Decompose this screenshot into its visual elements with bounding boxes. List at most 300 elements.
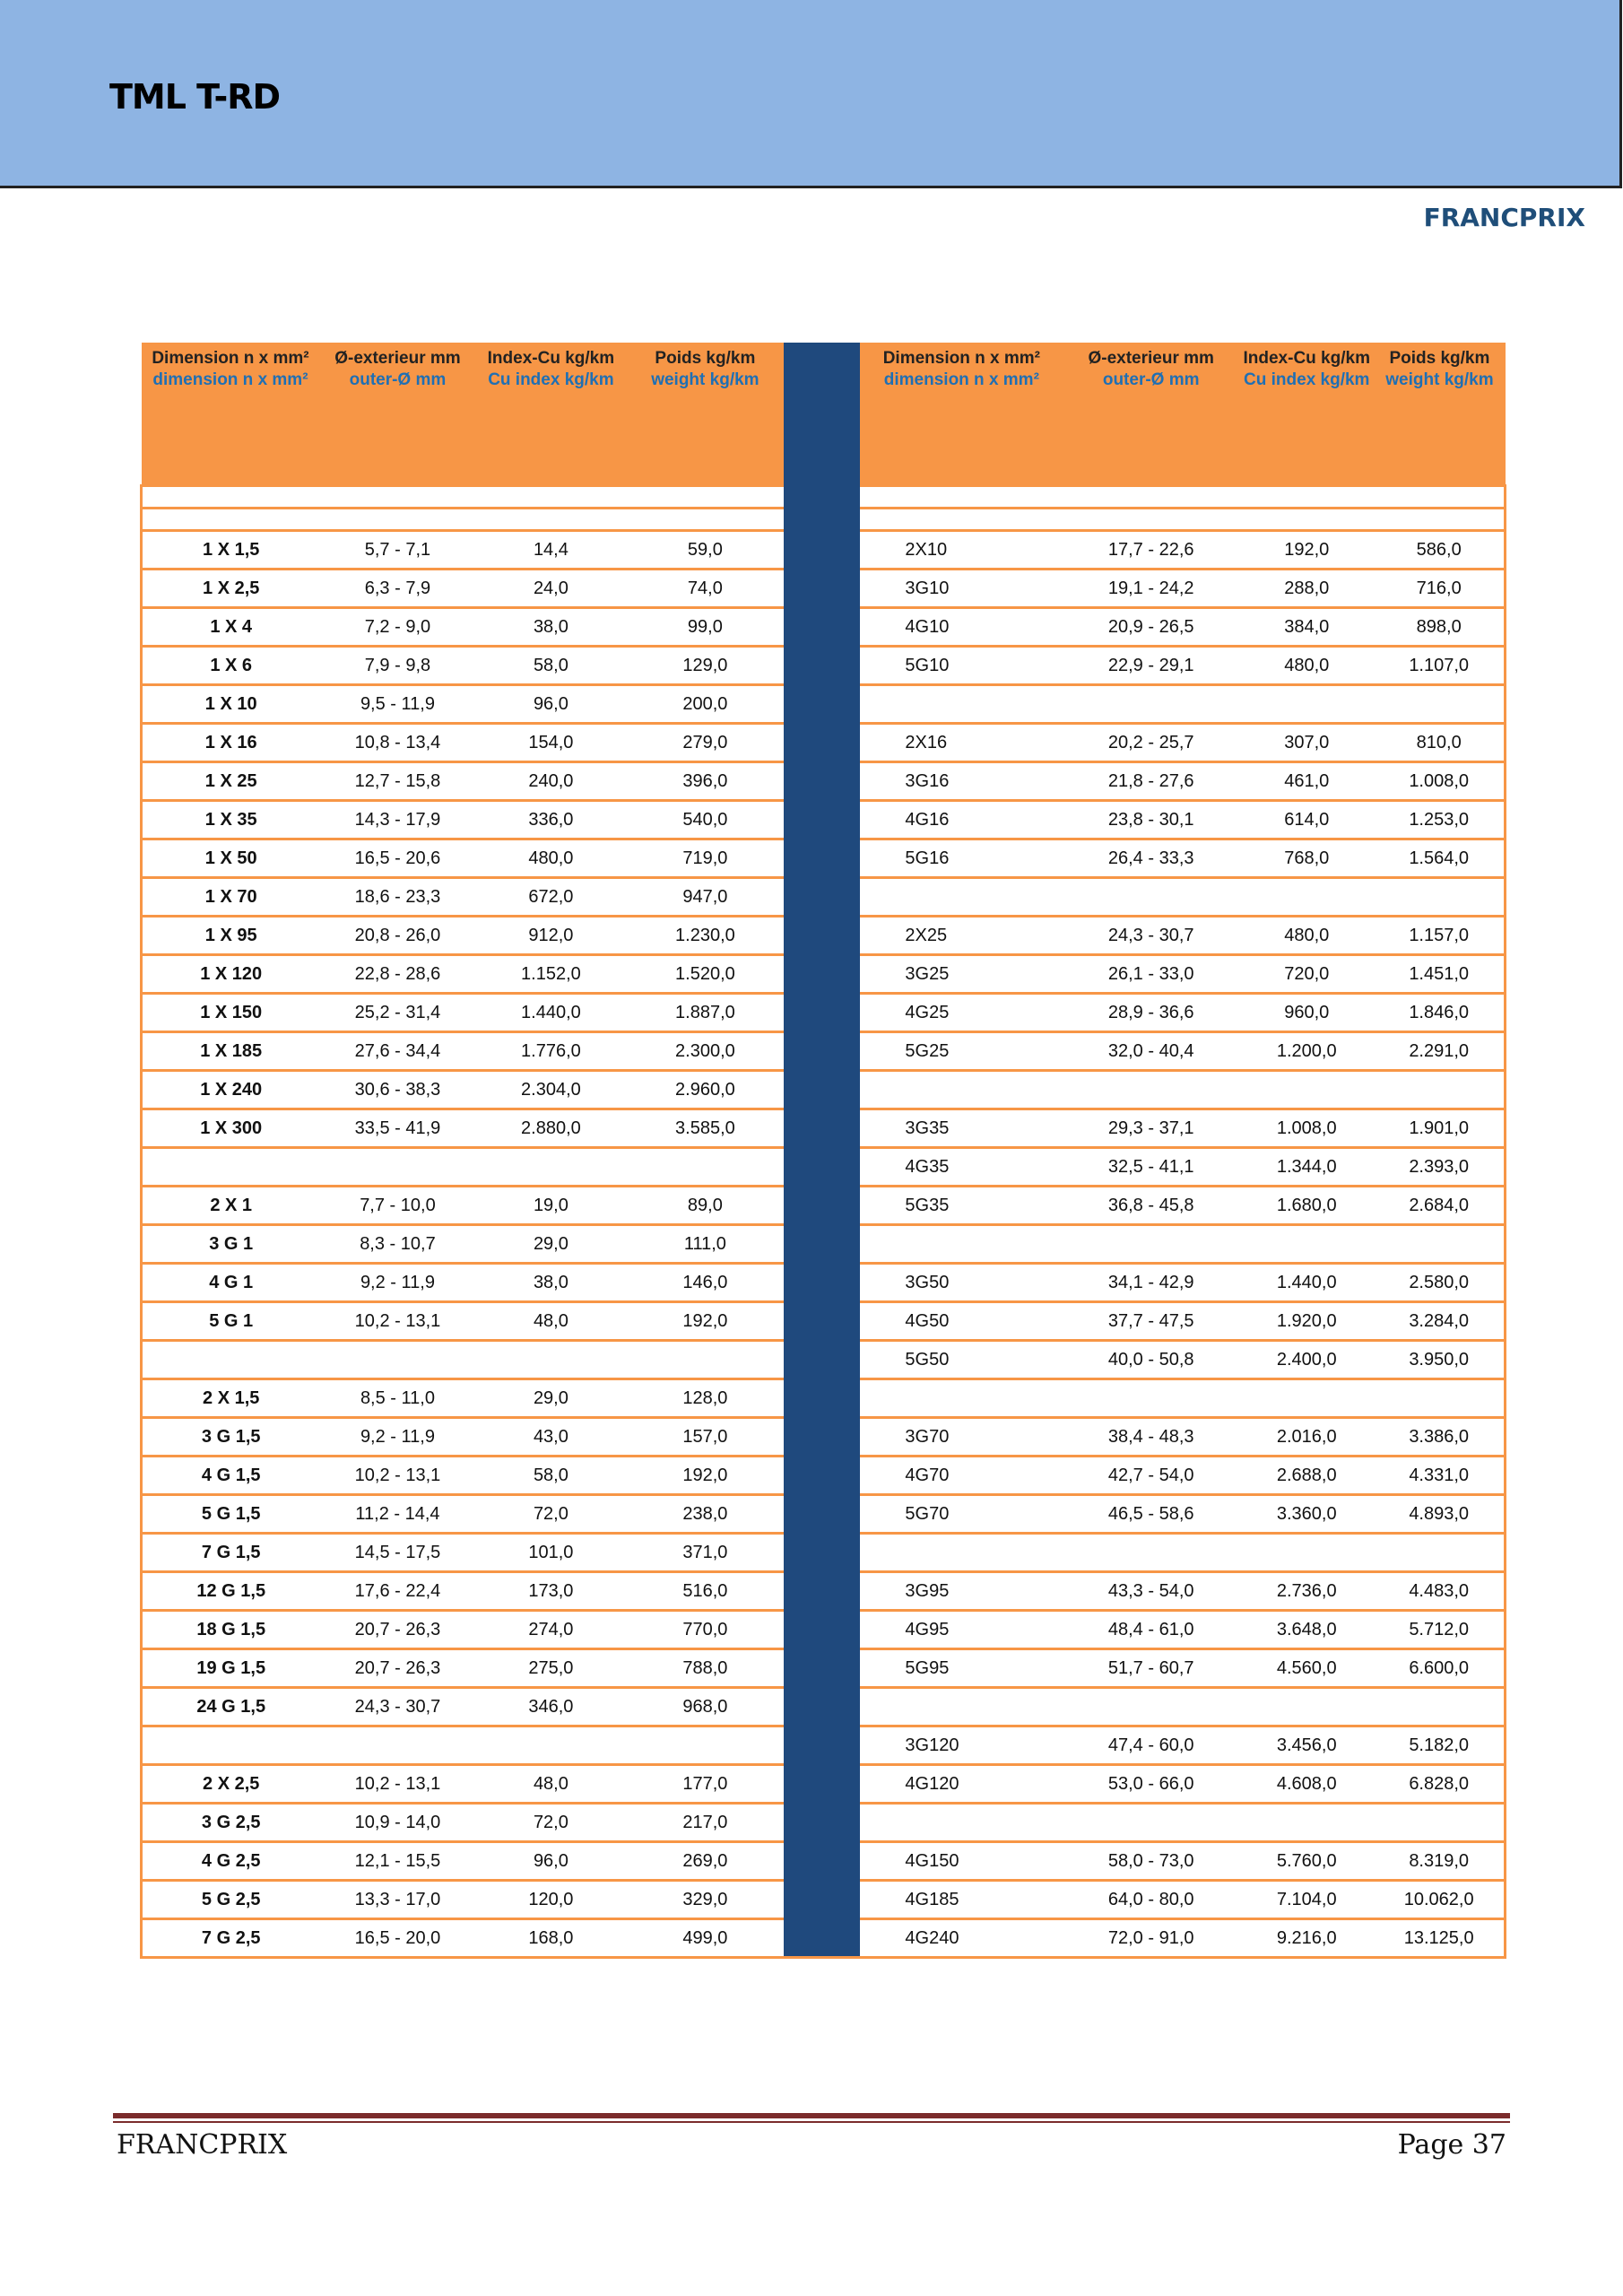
cell-weight: 968,0 [626,1688,784,1726]
cell-outer-diameter-right [1063,1225,1239,1264]
cell-weight-right: 10.062,0 [1374,1881,1505,1919]
cell-dimension: 5 G 1 [142,1302,320,1341]
cell-dimension-right: 4G70 [860,1457,1063,1495]
cell-dimension-right: 2X16 [860,724,1063,762]
cell-dimension-right: 4G240 [860,1919,1063,1958]
cell-outer-diameter: 7,7 - 10,0 [319,1187,475,1225]
cell-outer-diameter-right: 32,5 - 41,1 [1063,1148,1239,1187]
cell-weight: 146,0 [626,1264,784,1302]
cell-cu-index-right: 4.608,0 [1239,1765,1374,1804]
table-row [142,801,1506,839]
column-separator [784,647,860,685]
cell-outer-diameter-right: 32,0 - 40,4 [1063,1032,1239,1071]
cell-cu-index: 48,0 [475,1765,626,1804]
cell-dimension: 2 X 1,5 [142,1379,320,1418]
cell-weight-right: 5.712,0 [1374,1611,1505,1649]
cell-weight-right [1374,1804,1505,1842]
table-row [142,1302,1506,1341]
cell-cu-index-right: 1.680,0 [1239,1187,1374,1225]
cell-outer-diameter-right: 22,9 - 29,1 [1063,647,1239,685]
cell-outer-diameter-right: 72,0 - 91,0 [1063,1919,1239,1958]
cell-cu-index-right: 480,0 [1239,917,1374,955]
cell-weight: 217,0 [626,1804,784,1842]
cell-cu-index-right: 768,0 [1239,839,1374,878]
cell-weight: 89,0 [626,1187,784,1225]
cell-weight-right: 1.157,0 [1374,917,1505,955]
cell-outer-diameter-right: 26,4 - 33,3 [1063,839,1239,878]
cell-dimension [142,1726,320,1765]
cell-dimension-right [860,1379,1063,1418]
cell-outer-diameter: 10,8 - 13,4 [319,724,475,762]
cell-outer-diameter-right: 48,4 - 61,0 [1063,1611,1239,1649]
cell-cu-index: 14,4 [475,531,626,570]
cell-dimension-right [860,1225,1063,1264]
cell-outer-diameter-right: 28,9 - 36,6 [1063,994,1239,1032]
cell-weight-right: 586,0 [1374,531,1505,570]
column-separator [784,1457,860,1495]
cell-weight-right [1374,1071,1505,1109]
cell-cu-index-right: 192,0 [1239,531,1374,570]
cell-weight: 540,0 [626,801,784,839]
spacer-row [142,486,1506,509]
table-row [142,1148,1506,1187]
cell-cu-index: 480,0 [475,839,626,878]
cell-cu-index-right: 2.400,0 [1239,1341,1374,1379]
cell-cu-index: 912,0 [475,917,626,955]
cell-dimension-right: 3G35 [860,1109,1063,1148]
cell-dimension-right: 3G95 [860,1572,1063,1611]
cell-outer-diameter: 25,2 - 31,4 [319,994,475,1032]
cell-dimension: 1 X 150 [142,994,320,1032]
cell-dimension-right: 5G25 [860,1032,1063,1071]
cell-cu-index: 2.304,0 [475,1071,626,1109]
cell-outer-diameter: 16,5 - 20,6 [319,839,475,878]
cell-outer-diameter: 14,3 - 17,9 [319,801,475,839]
cell-dimension: 1 X 6 [142,647,320,685]
cell-cu-index-right [1239,878,1374,917]
cell-dimension: 2 X 2,5 [142,1765,320,1804]
cell-outer-diameter-right: 40,0 - 50,8 [1063,1341,1239,1379]
cell-weight-right: 2.684,0 [1374,1187,1505,1225]
cell-cu-index-right: 480,0 [1239,647,1374,685]
cell-dimension: 1 X 70 [142,878,320,917]
cell-outer-diameter-right: 20,2 - 25,7 [1063,724,1239,762]
table-row [142,1109,1506,1148]
cell-weight: 1.887,0 [626,994,784,1032]
cell-outer-diameter-right: 26,1 - 33,0 [1063,955,1239,994]
column-separator [784,1302,860,1341]
cell-dimension-right: 5G50 [860,1341,1063,1379]
cell-outer-diameter: 30,6 - 38,3 [319,1071,475,1109]
cell-outer-diameter [319,1341,475,1379]
column-separator [784,955,860,994]
cell-dimension: 1 X 240 [142,1071,320,1109]
cell-dimension: 2 X 1 [142,1187,320,1225]
cell-outer-diameter: 8,5 - 11,0 [319,1379,475,1418]
col-header-outer-diameter: Ø-exterieur mm outer-Ø mm [319,343,475,486]
table-row [142,1225,1506,1264]
cell-weight-right: 3.284,0 [1374,1302,1505,1341]
column-separator [784,1649,860,1688]
cell-dimension: 1 X 4 [142,608,320,647]
column-separator [784,1572,860,1611]
column-separator [784,685,860,724]
cell-dimension: 1 X 25 [142,762,320,801]
cell-dimension: 24 G 1,5 [142,1688,320,1726]
cell-weight-right: 6.600,0 [1374,1649,1505,1688]
cell-outer-diameter-right: 29,3 - 37,1 [1063,1109,1239,1148]
cell-cu-index-right: 9.216,0 [1239,1919,1374,1958]
cell-dimension-right: 2X25 [860,917,1063,955]
table-row [142,1379,1506,1418]
cell-weight-right: 5.182,0 [1374,1726,1505,1765]
cell-weight-right [1374,1534,1505,1572]
cell-cu-index-right: 614,0 [1239,801,1374,839]
cell-cu-index-right: 2.016,0 [1239,1418,1374,1457]
cell-outer-diameter: 7,2 - 9,0 [319,608,475,647]
cell-dimension-right: 3G16 [860,762,1063,801]
cell-outer-diameter: 13,3 - 17,0 [319,1881,475,1919]
cell-cu-index-right: 2.688,0 [1239,1457,1374,1495]
table-row [142,917,1506,955]
cell-weight-right: 2.393,0 [1374,1148,1505,1187]
cell-outer-diameter: 33,5 - 41,9 [319,1109,475,1148]
cell-dimension: 1 X 10 [142,685,320,724]
cell-outer-diameter: 6,3 - 7,9 [319,570,475,608]
cell-weight: 516,0 [626,1572,784,1611]
cell-cu-index: 1.776,0 [475,1032,626,1071]
cell-weight: 200,0 [626,685,784,724]
cell-weight-right: 4.483,0 [1374,1572,1505,1611]
cell-weight: 59,0 [626,531,784,570]
table-row [142,955,1506,994]
cell-cu-index-right [1239,1071,1374,1109]
cell-dimension: 4 G 1 [142,1264,320,1302]
cell-outer-diameter-right [1063,1804,1239,1842]
cell-cu-index-right [1239,1534,1374,1572]
cell-outer-diameter: 14,5 - 17,5 [319,1534,475,1572]
cell-cu-index-right: 1.008,0 [1239,1109,1374,1148]
cell-cu-index-right [1239,1225,1374,1264]
cell-dimension-right: 4G35 [860,1148,1063,1187]
cell-cu-index: 1.440,0 [475,994,626,1032]
table-row [142,570,1506,608]
cell-dimension: 4 G 1,5 [142,1457,320,1495]
column-separator [784,724,860,762]
cell-cu-index-right [1239,1379,1374,1418]
cell-weight [626,1726,784,1765]
cell-dimension: 1 X 120 [142,955,320,994]
cell-weight: 329,0 [626,1881,784,1919]
cell-outer-diameter-right: 46,5 - 58,6 [1063,1495,1239,1534]
cell-cu-index: 101,0 [475,1534,626,1572]
cell-dimension-right: 5G10 [860,647,1063,685]
cell-outer-diameter-right: 64,0 - 80,0 [1063,1881,1239,1919]
column-separator [784,1765,860,1804]
cell-cu-index-right: 4.560,0 [1239,1649,1374,1688]
cell-cu-index: 240,0 [475,762,626,801]
cell-outer-diameter: 10,2 - 13,1 [319,1765,475,1804]
table-row [142,1572,1506,1611]
table-row [142,1726,1506,1765]
cell-outer-diameter: 20,8 - 26,0 [319,917,475,955]
cell-cu-index-right: 1.440,0 [1239,1264,1374,1302]
table-row [142,1341,1506,1379]
cell-cu-index: 43,0 [475,1418,626,1457]
cell-weight-right: 3.950,0 [1374,1341,1505,1379]
cell-weight: 157,0 [626,1418,784,1457]
table-row [142,647,1506,685]
cell-weight: 74,0 [626,570,784,608]
cell-dimension-right: 2X10 [860,531,1063,570]
column-separator [784,839,860,878]
table-row [142,1495,1506,1534]
column-separator [784,608,860,647]
table-row [142,1071,1506,1109]
cell-outer-diameter: 9,5 - 11,9 [319,685,475,724]
cell-cu-index: 24,0 [475,570,626,608]
cell-cu-index-right: 3.456,0 [1239,1726,1374,1765]
table-row [142,1457,1506,1495]
cell-weight-right: 13.125,0 [1374,1919,1505,1958]
table-row [142,1765,1506,1804]
cell-outer-diameter: 12,7 - 15,8 [319,762,475,801]
cell-dimension: 1 X 35 [142,801,320,839]
cell-cu-index [475,1341,626,1379]
cell-weight: 770,0 [626,1611,784,1649]
cell-weight-right [1374,1225,1505,1264]
column-separator [784,1225,860,1264]
table-row [142,1032,1506,1071]
table-row [142,1842,1506,1881]
cell-weight: 788,0 [626,1649,784,1688]
cell-outer-diameter-right [1063,1379,1239,1418]
cell-cu-index: 29,0 [475,1379,626,1418]
cell-dimension: 18 G 1,5 [142,1611,320,1649]
cell-dimension-right [860,1804,1063,1842]
spacer-row [142,509,1506,531]
cell-dimension-right: 4G150 [860,1842,1063,1881]
cell-cu-index-right: 7.104,0 [1239,1881,1374,1919]
cell-outer-diameter: 9,2 - 11,9 [319,1418,475,1457]
column-separator [784,1071,860,1109]
cell-outer-diameter: 20,7 - 26,3 [319,1649,475,1688]
col-header-cu-index-right: Index-Cu kg/km Cu index kg/km [1239,343,1374,486]
cell-outer-diameter-right: 47,4 - 60,0 [1063,1726,1239,1765]
column-separator [784,1881,860,1919]
cell-dimension: 1 X 50 [142,839,320,878]
cell-dimension-right [860,1688,1063,1726]
cell-dimension-right: 4G50 [860,1302,1063,1341]
cell-outer-diameter: 11,2 - 14,4 [319,1495,475,1534]
cell-outer-diameter-right: 24,3 - 30,7 [1063,917,1239,955]
table-row [142,531,1506,570]
column-separator [784,1379,860,1418]
cell-outer-diameter-right: 17,7 - 22,6 [1063,531,1239,570]
cell-outer-diameter-right: 21,8 - 27,6 [1063,762,1239,801]
table-row [142,1187,1506,1225]
table-row [142,762,1506,801]
table-row [142,1534,1506,1572]
cell-cu-index: 274,0 [475,1611,626,1649]
cell-weight: 269,0 [626,1842,784,1881]
cell-outer-diameter-right: 34,1 - 42,9 [1063,1264,1239,1302]
cell-outer-diameter-right: 58,0 - 73,0 [1063,1842,1239,1881]
column-separator [784,1495,860,1534]
cell-weight-right: 6.828,0 [1374,1765,1505,1804]
cell-outer-diameter-right [1063,1688,1239,1726]
cable-spec-table [140,343,1506,1959]
cell-dimension [142,1148,320,1187]
cell-cu-index: 96,0 [475,685,626,724]
cell-cu-index: 173,0 [475,1572,626,1611]
cell-dimension: 3 G 1 [142,1225,320,1264]
cell-weight: 279,0 [626,724,784,762]
cell-outer-diameter: 10,2 - 13,1 [319,1302,475,1341]
cell-cu-index-right: 461,0 [1239,762,1374,801]
table-row [142,1264,1506,1302]
col-header-cu-index: Index-Cu kg/km Cu index kg/km [475,343,626,486]
cell-weight: 2.960,0 [626,1071,784,1109]
cell-dimension-right: 5G16 [860,839,1063,878]
column-separator [784,1534,860,1572]
cell-weight-right: 2.291,0 [1374,1032,1505,1071]
cell-cu-index-right: 288,0 [1239,570,1374,608]
cell-dimension-right: 3G50 [860,1264,1063,1302]
cell-outer-diameter: 17,6 - 22,4 [319,1572,475,1611]
cell-dimension: 1 X 2,5 [142,570,320,608]
cell-outer-diameter-right: 43,3 - 54,0 [1063,1572,1239,1611]
cell-weight-right: 1.564,0 [1374,839,1505,878]
brand-label: FRANCPRIX [1423,203,1585,232]
cell-weight: 1.520,0 [626,955,784,994]
cell-outer-diameter: 8,3 - 10,7 [319,1225,475,1264]
column-separator [784,1804,860,1842]
cell-weight: 2.300,0 [626,1032,784,1071]
column-separator [784,1611,860,1649]
cell-outer-diameter: 16,5 - 20,0 [319,1919,475,1958]
cell-outer-diameter-right: 37,7 - 47,5 [1063,1302,1239,1341]
cell-dimension-right: 3G10 [860,570,1063,608]
column-separator [784,1148,860,1187]
table-row [142,724,1506,762]
cell-weight-right [1374,878,1505,917]
cell-outer-diameter: 18,6 - 23,3 [319,878,475,917]
cell-cu-index-right: 384,0 [1239,608,1374,647]
cell-cu-index-right: 5.760,0 [1239,1842,1374,1881]
cell-weight: 396,0 [626,762,784,801]
cell-weight-right [1374,1379,1505,1418]
column-separator [784,1109,860,1148]
table-row [142,1804,1506,1842]
cell-weight-right: 1.846,0 [1374,994,1505,1032]
cell-dimension-right: 4G25 [860,994,1063,1032]
cell-cu-index: 29,0 [475,1225,626,1264]
cell-dimension: 12 G 1,5 [142,1572,320,1611]
cell-dimension: 3 G 2,5 [142,1804,320,1842]
cell-cu-index-right: 2.736,0 [1239,1572,1374,1611]
column-separator [784,343,860,486]
cell-cu-index-right [1239,685,1374,724]
cell-weight: 99,0 [626,608,784,647]
cell-weight: 947,0 [626,878,784,917]
column-separator [784,994,860,1032]
column-separator [784,801,860,839]
cell-weight: 719,0 [626,839,784,878]
table-row [142,1919,1506,1958]
cell-cu-index: 38,0 [475,608,626,647]
cell-weight-right: 898,0 [1374,608,1505,647]
cell-cu-index: 38,0 [475,1264,626,1302]
footer-brand: FRANCPRIX [117,2129,288,2161]
cell-dimension: 1 X 185 [142,1032,320,1071]
cell-dimension-right: 5G95 [860,1649,1063,1688]
cell-weight: 3.585,0 [626,1109,784,1148]
column-separator [784,531,860,570]
col-header-dimension-right: Dimension n x mm² dimension n x mm² [860,343,1063,486]
column-separator [784,1919,860,1958]
cell-cu-index: 120,0 [475,1881,626,1919]
cell-outer-diameter: 5,7 - 7,1 [319,531,475,570]
cell-weight-right: 1.451,0 [1374,955,1505,994]
cell-dimension-right: 5G70 [860,1495,1063,1534]
cell-cu-index [475,1726,626,1765]
table-row [142,994,1506,1032]
cell-outer-diameter-right: 53,0 - 66,0 [1063,1765,1239,1804]
cell-weight: 499,0 [626,1919,784,1958]
cell-outer-diameter-right: 51,7 - 60,7 [1063,1649,1239,1688]
cell-outer-diameter: 27,6 - 34,4 [319,1032,475,1071]
cell-dimension: 1 X 300 [142,1109,320,1148]
cell-outer-diameter [319,1726,475,1765]
cell-dimension [142,1341,320,1379]
cell-weight: 129,0 [626,647,784,685]
cell-cu-index-right [1239,1804,1374,1842]
cell-cu-index: 48,0 [475,1302,626,1341]
table-row [142,878,1506,917]
cell-outer-diameter [319,1148,475,1187]
column-separator [784,1726,860,1765]
cell-weight-right: 8.319,0 [1374,1842,1505,1881]
cell-outer-diameter: 10,2 - 13,1 [319,1457,475,1495]
cell-dimension-right: 4G95 [860,1611,1063,1649]
cell-weight: 238,0 [626,1495,784,1534]
cell-dimension-right: 3G120 [860,1726,1063,1765]
cell-dimension-right: 4G16 [860,801,1063,839]
footer-divider [113,2113,1510,2118]
cell-cu-index-right: 720,0 [1239,955,1374,994]
cell-dimension-right: 3G70 [860,1418,1063,1457]
cell-dimension-right: 3G25 [860,955,1063,994]
cell-weight-right: 1.107,0 [1374,647,1505,685]
cell-weight [626,1341,784,1379]
cell-dimension-right [860,685,1063,724]
cell-weight-right: 1.008,0 [1374,762,1505,801]
cell-cu-index: 72,0 [475,1495,626,1534]
cell-cu-index: 72,0 [475,1804,626,1842]
cell-cu-index: 275,0 [475,1649,626,1688]
cell-weight-right: 4.893,0 [1374,1495,1505,1534]
cell-outer-diameter: 10,9 - 14,0 [319,1804,475,1842]
column-separator [784,878,860,917]
cell-weight: 192,0 [626,1457,784,1495]
cell-outer-diameter: 24,3 - 30,7 [319,1688,475,1726]
cell-weight-right: 716,0 [1374,570,1505,608]
cell-dimension-right [860,1534,1063,1572]
cell-weight-right: 1.901,0 [1374,1109,1505,1148]
page-title: TML T-RD [109,77,281,117]
cell-dimension: 7 G 2,5 [142,1919,320,1958]
